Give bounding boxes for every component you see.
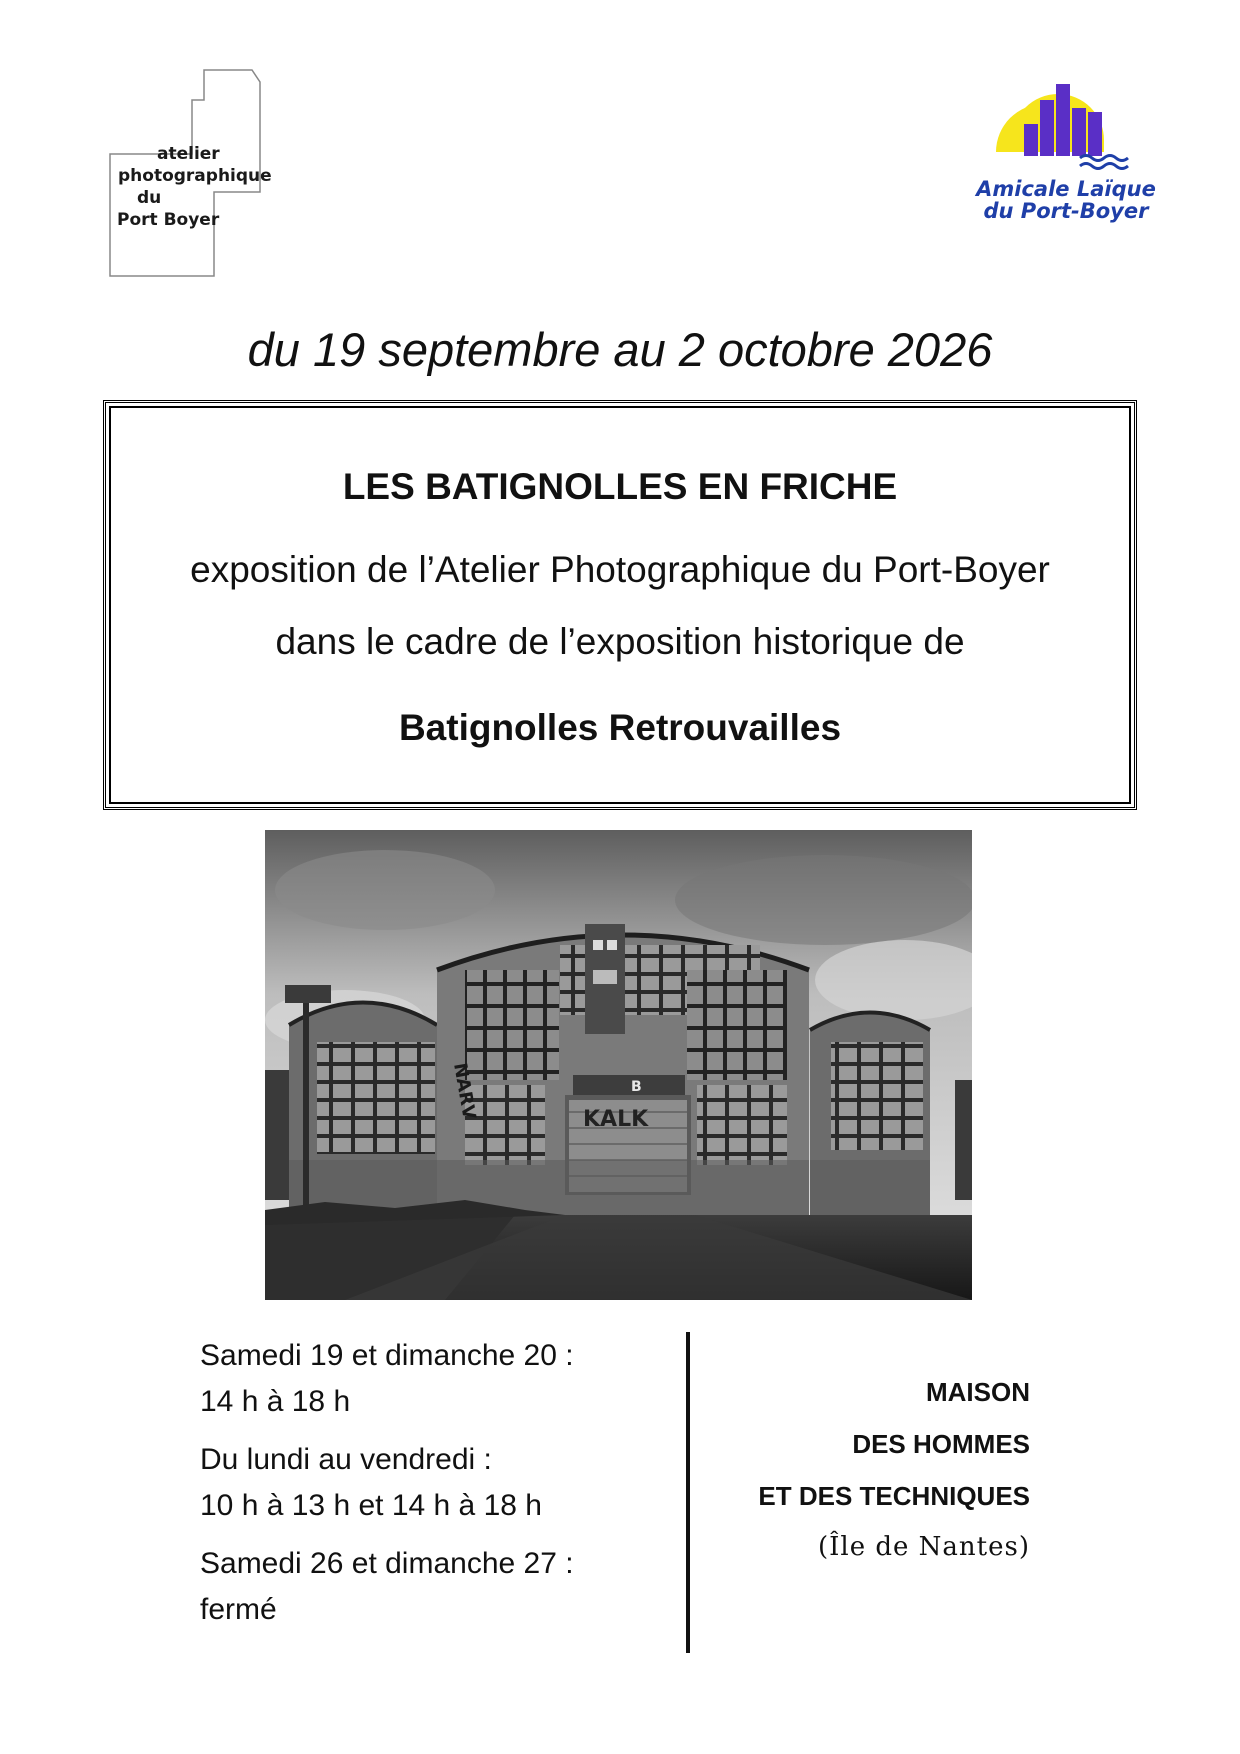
- schedule-days: Du lundi au vendredi :: [200, 1443, 492, 1476]
- venue-name-line: MAISON: [926, 1377, 1030, 1407]
- photo-graffiti-kalk: KALK: [583, 1107, 649, 1132]
- exhibition-description: exposition de l’Atelier Photographique du Port-Boyer: [190, 549, 1050, 590]
- atelier-logo-line: Port Boyer: [117, 210, 220, 230]
- amicale-logo: [976, 82, 1156, 232]
- atelier-logo: [108, 68, 272, 278]
- industrial-hall-photo: [265, 830, 972, 1300]
- venue-location: (Île de Nantes): [818, 1532, 1030, 1562]
- amicale-logo-line: du Port-Boyer: [983, 199, 1149, 223]
- title-box: [103, 400, 1137, 810]
- abandoned-industrial-hall-photo: [265, 830, 972, 1300]
- opening-hours: [200, 1333, 660, 1645]
- schedule-hours: 14 h à 18 h: [200, 1385, 351, 1418]
- vertical-divider: [686, 1332, 690, 1653]
- amicale-logo-text: [976, 178, 1156, 222]
- venue-info: [700, 1366, 1030, 1570]
- atelier-logo-line: du: [137, 188, 162, 208]
- city-skyline-sun-icon: [976, 82, 1156, 178]
- schedule-entry: [200, 1437, 660, 1529]
- atelier-logo-line: photographique: [118, 166, 272, 186]
- venue-name-line: DES HOMMES: [852, 1429, 1030, 1459]
- exhibition-dates: du 19 septembre au 2 octobre 2026: [247, 323, 993, 376]
- exhibition-title: LES BATIGNOLLES EN FRICHE: [342, 466, 898, 507]
- photo-graffiti-side: NARV: [449, 1061, 480, 1121]
- exhibition-context: dans le cadre de l’exposition historique de: [275, 621, 965, 662]
- schedule-hours: fermé: [200, 1593, 277, 1626]
- schedule-days: Samedi 26 et dimanche 27 :: [200, 1547, 574, 1580]
- schedule-entry: [200, 1541, 660, 1633]
- historic-exhibition-name: Batignolles Retrouvailles: [398, 707, 842, 748]
- schedule-days: Samedi 19 et dimanche 20 :: [200, 1339, 574, 1372]
- photo-sign-b: B: [631, 1079, 642, 1095]
- amicale-logo-line: Amicale Laïque: [976, 177, 1156, 201]
- schedule-entry: [200, 1333, 660, 1425]
- atelier-logo-line: atelier: [157, 144, 220, 164]
- atelier-logo-text: [113, 143, 272, 231]
- schedule-hours: 10 h à 13 h et 14 h à 18 h: [200, 1489, 542, 1522]
- venue-name-line: ET DES TECHNIQUES: [758, 1481, 1030, 1511]
